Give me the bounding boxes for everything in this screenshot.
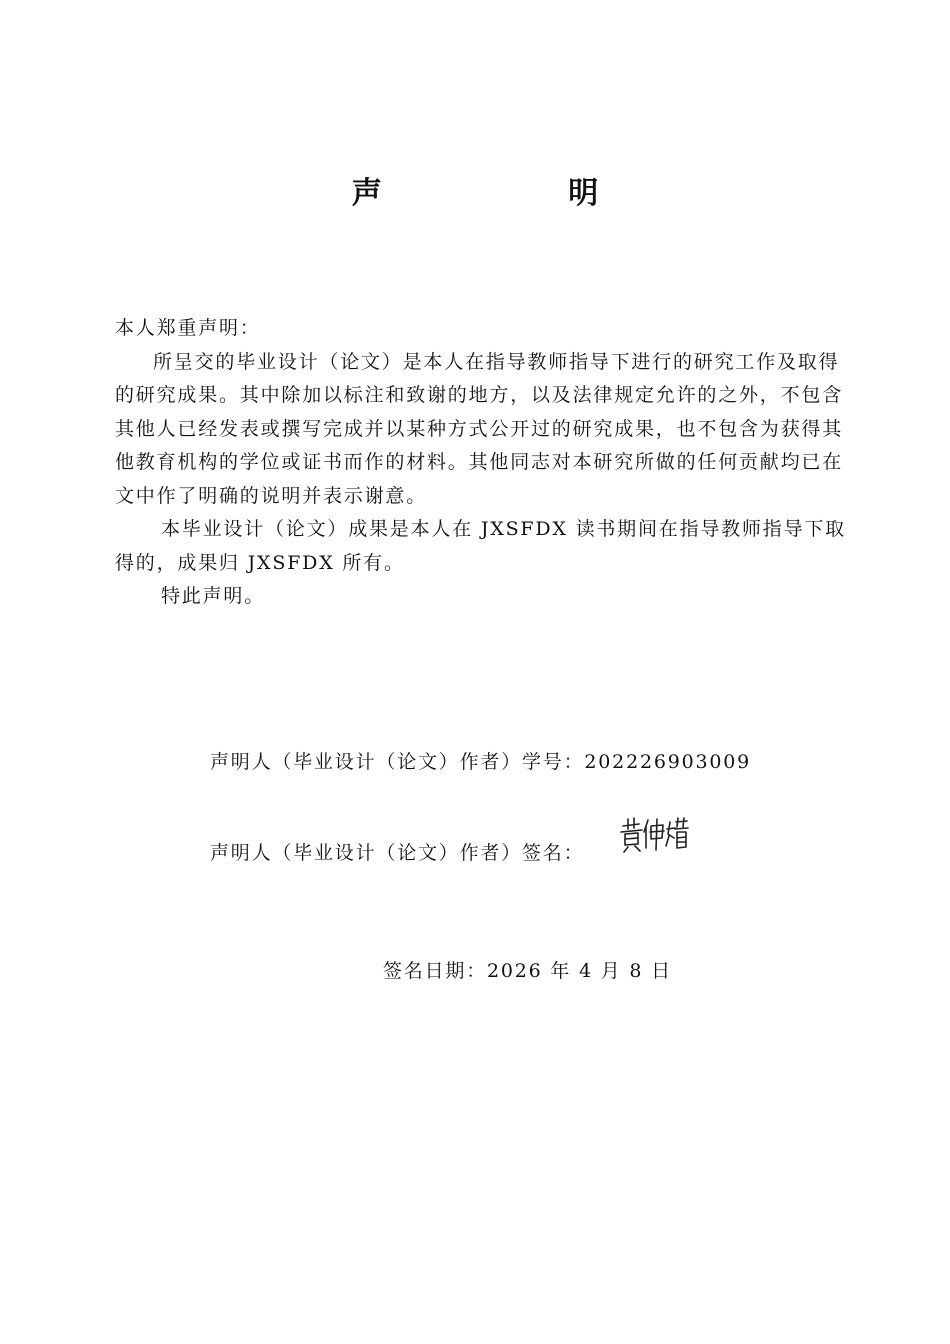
student-id-value: 202226903009: [584, 751, 752, 773]
signature-date-line: [383, 956, 672, 986]
closing-line: 特此声明。: [161, 585, 266, 607]
student-id-label: 声明人（毕业设计（论文）作者）学号：: [210, 751, 585, 773]
paragraph-ownership: 本毕业设计（论文）成果是本人在 JXSFDX 读书期间在指导教师指导下取得的，成果归 JXSFDX 所有。: [115, 518, 846, 574]
handwritten-signature: [618, 814, 690, 856]
greeting-line: 本人郑重声明：: [115, 317, 261, 339]
date-value: 2026 年 4 月 8 日: [487, 960, 672, 982]
signature-label: 声明人（毕业设计（论文）作者）签名：: [210, 842, 585, 864]
paragraph-originality: 所呈交的毕业设计（论文）是本人在指导教师指导下进行的研究工作及取得的研究成果。其中除加以标注和致谢的地方，以及法律规定允许的之外，不包含其他人已经发表或撰写完成并以某种方式公开过的研究成果，也不包含为获得其他教育机构的学位或证书而作的材料。其他同志对本研究所做的任何贡献均已在文中作了明确的说明并表示谢意。: [115, 350, 844, 507]
date-label: 签名日期：: [383, 960, 488, 982]
page-title: 声 明: [351, 176, 687, 211]
student-id-line: [210, 747, 751, 777]
declaration-body: [115, 312, 860, 614]
signature-line: [210, 838, 584, 868]
